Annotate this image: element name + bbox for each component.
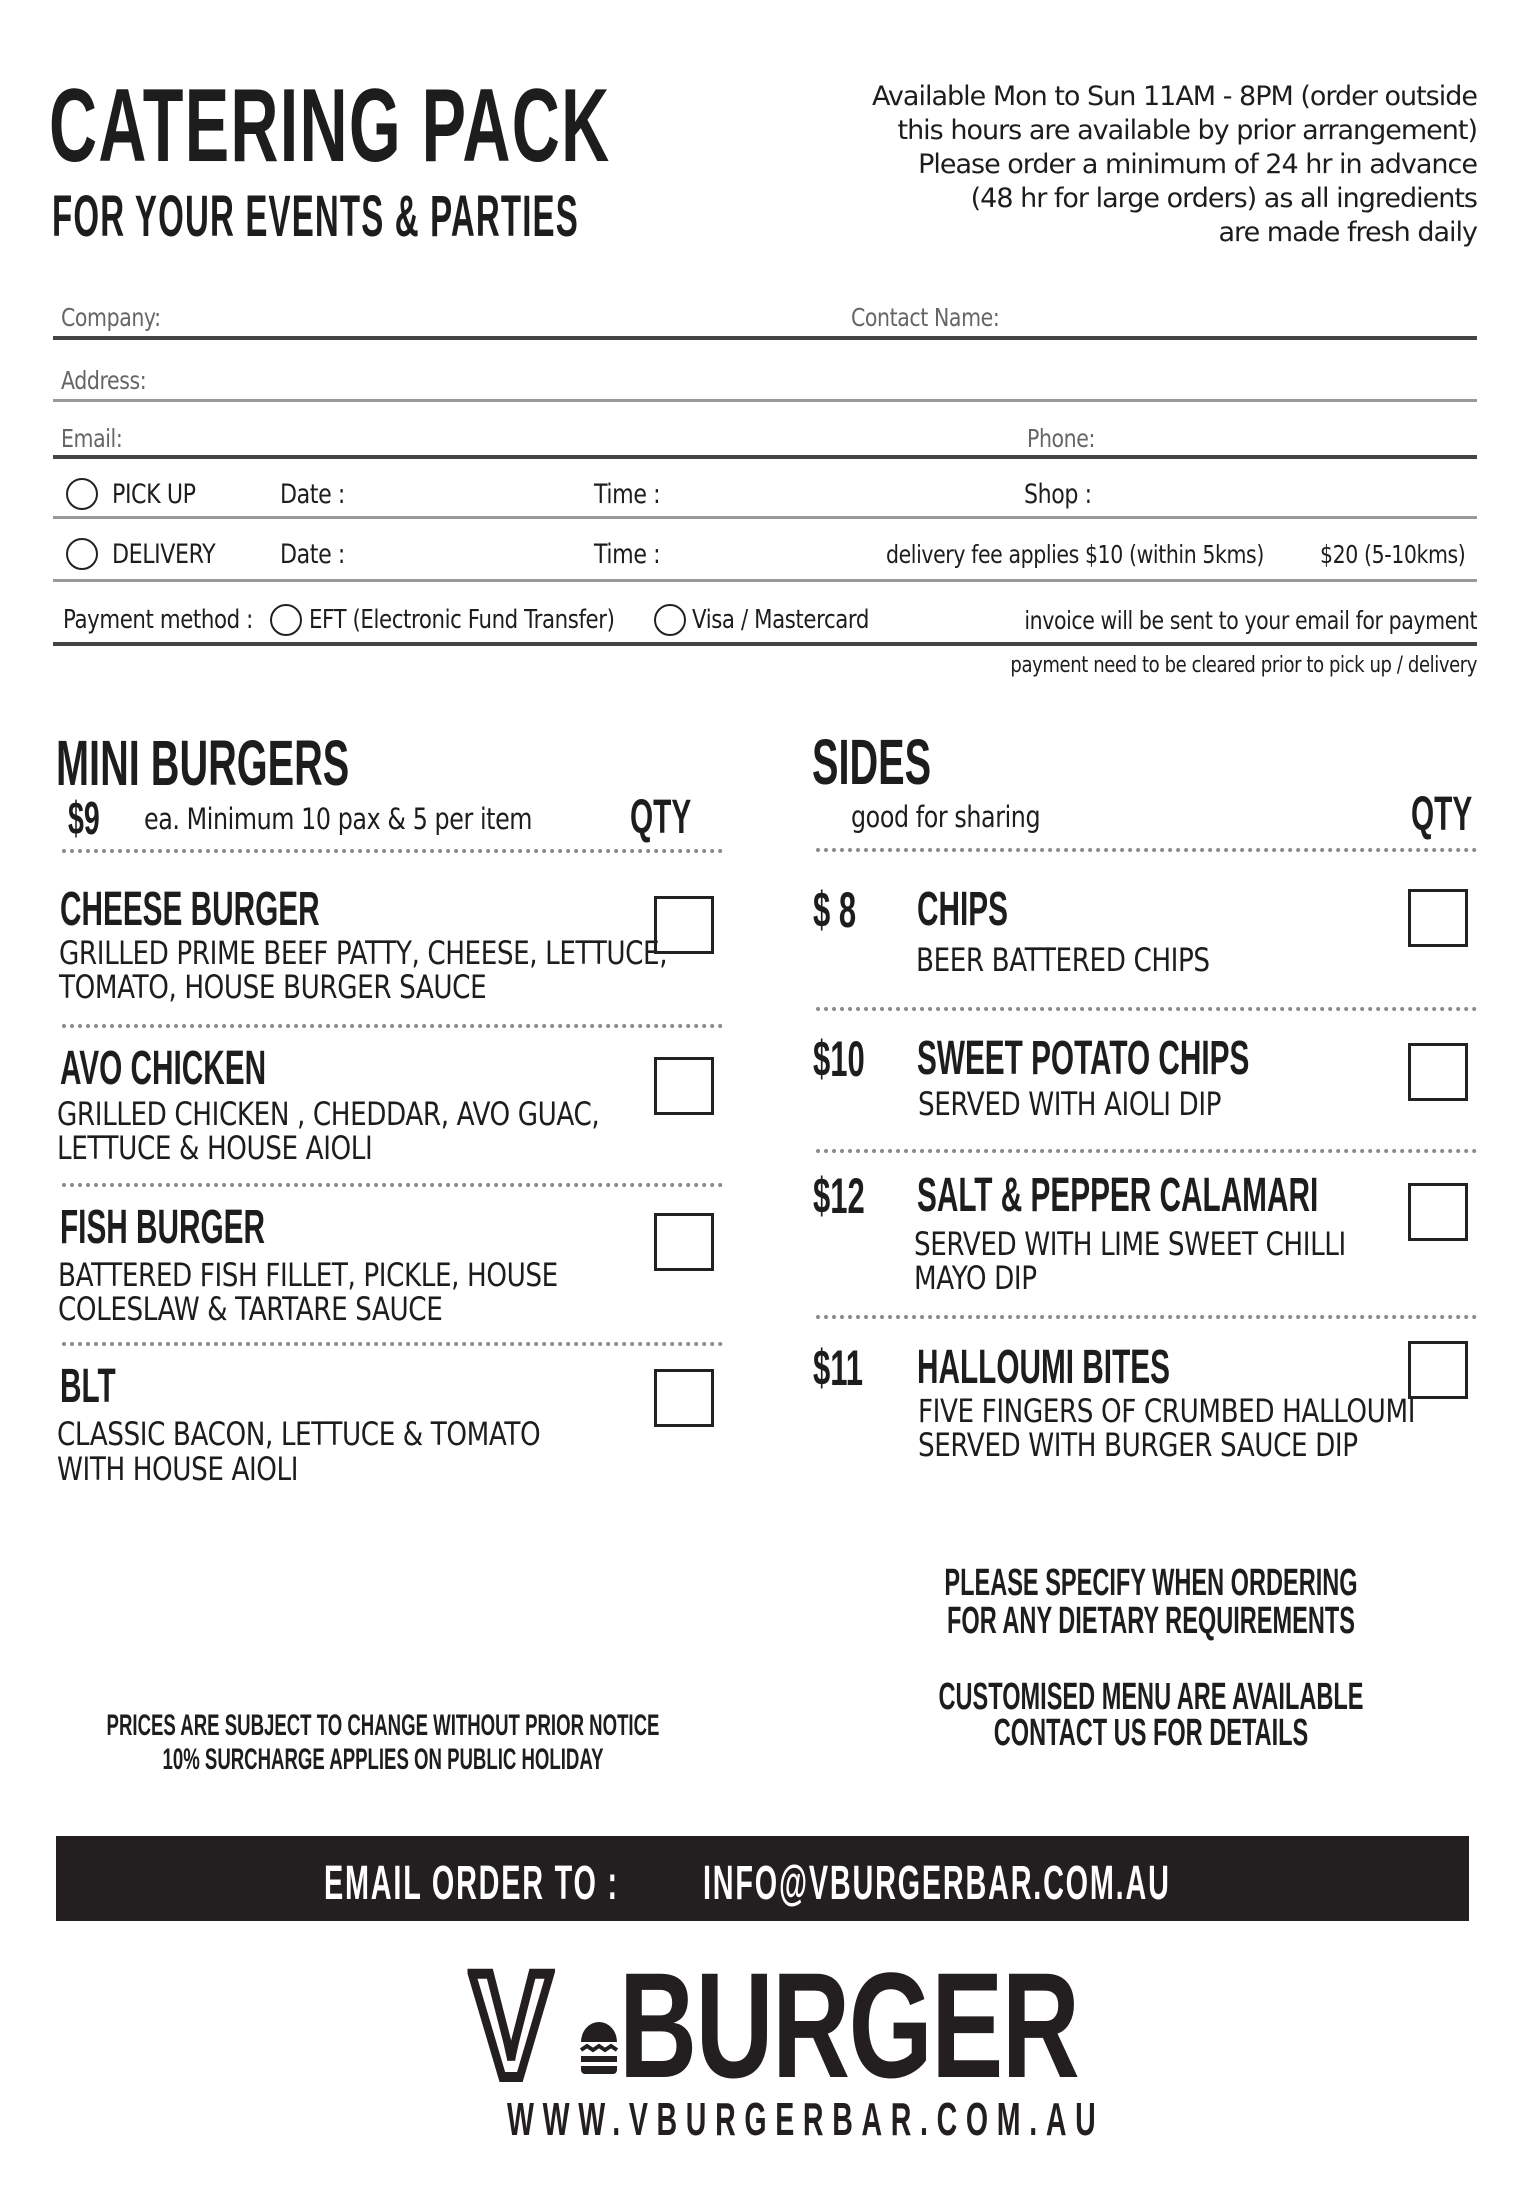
delivery-date-label: Date : (280, 539, 345, 570)
divider (816, 1007, 1477, 1011)
qty-checkbox[interactable] (654, 896, 714, 954)
item-description: MAYO DIP (914, 1259, 1037, 1297)
surcharge-note: 10% SURCHARGE APPLIES ON PUBLIC HOLIDAY (162, 1743, 604, 1776)
delivery-time-label: Time : (594, 539, 661, 570)
payment-divider (53, 642, 1477, 646)
item-name: CHEESE BURGER (60, 883, 320, 936)
custom-menu-note: CUSTOMISED MENU ARE AVAILABLE (938, 1676, 1364, 1718)
availability-line: this hours are available by prior arrangement) (897, 115, 1477, 146)
qty-checkbox[interactable] (1408, 1183, 1468, 1241)
burgers-heading: MINI BURGERS (56, 727, 350, 799)
divider (62, 1183, 723, 1187)
sides-heading: SIDES (812, 726, 932, 798)
qty-checkbox[interactable] (1408, 1341, 1468, 1399)
item-description: TOMATO, HOUSE BURGER SAUCE (59, 968, 487, 1006)
address-field[interactable] (53, 399, 1477, 402)
delivery-field[interactable] (53, 579, 1477, 582)
item-price: $12 (813, 1168, 865, 1224)
item-name: CHIPS (917, 883, 1008, 936)
eft-radio[interactable] (270, 604, 302, 636)
qty-checkbox[interactable] (654, 1369, 714, 1427)
email-phone-field[interactable] (53, 455, 1477, 459)
website-link[interactable]: WWW.VBURGERBAR.COM.AU (507, 2093, 1105, 2145)
item-price: $11 (813, 1340, 864, 1396)
divider (816, 1315, 1477, 1319)
pickup-field[interactable] (53, 516, 1477, 519)
burger-icon (579, 2020, 619, 2076)
item-description: CLASSIC BACON, LETTUCE & TOMATO (57, 1415, 541, 1453)
pickup-time-label: Time : (594, 479, 661, 510)
qty-checkbox[interactable] (1408, 889, 1468, 947)
qty-checkbox[interactable] (1408, 1043, 1468, 1101)
divider (816, 1149, 1477, 1153)
company-field[interactable] (53, 336, 1477, 340)
delivery-label: DELIVERY (112, 539, 216, 570)
item-name: HALLOUMI BITES (917, 1341, 1170, 1394)
phone-label: Phone: (1027, 424, 1095, 453)
visa-radio[interactable] (654, 604, 686, 636)
divider (816, 848, 1477, 852)
custom-menu-note: CONTACT US FOR DETAILS (993, 1712, 1309, 1754)
item-description: WITH HOUSE AIOLI (57, 1450, 299, 1488)
delivery-fee-far-text: $20 (5-10kms) (1320, 540, 1466, 569)
item-name: BLT (60, 1360, 116, 1413)
burgers-qty-label: QTY (630, 791, 692, 844)
payment-method-label: Payment method : (63, 605, 253, 635)
shop-label: Shop : (1024, 479, 1092, 510)
item-name: SALT & PEPPER CALAMARI (917, 1169, 1319, 1222)
delivery-radio[interactable] (66, 538, 98, 570)
logo-v: V (471, 1941, 552, 2109)
pickup-label: PICK UP (112, 479, 196, 510)
item-description: SERVED WITH AIOLI DIP (918, 1085, 1222, 1123)
delivery-fee-text: delivery fee applies $10 (within 5kms) (886, 540, 1264, 569)
burgers-price: $9 (68, 792, 100, 844)
item-description: SERVED WITH BURGER SAUCE DIP (918, 1426, 1358, 1464)
availability-line: Please order a minimum of 24 hr in advance (918, 149, 1477, 180)
sides-note: good for sharing (851, 800, 1041, 834)
item-description: COLESLAW & TARTARE SAUCE (58, 1290, 443, 1328)
qty-checkbox[interactable] (654, 1057, 714, 1115)
divider (62, 849, 723, 853)
availability-line: are made fresh daily (1218, 217, 1477, 248)
availability-info (872, 80, 1477, 250)
address-label: Address: (61, 366, 147, 395)
item-description: SERVED WITH LIME SWEET CHILLI (914, 1225, 1346, 1263)
payment-note: payment need to be cleared prior to pick up / delivery (1010, 653, 1477, 678)
pickup-date-label: Date : (280, 479, 345, 510)
contact-name-label: Contact Name: (851, 303, 1000, 332)
email-order-link[interactable]: INFO@VBURGERBAR.COM.AU (703, 1857, 1171, 1910)
item-price: $10 (813, 1031, 865, 1087)
invoice-note: invoice will be sent to your email for payment (1024, 606, 1477, 635)
item-name: SWEET POTATO CHIPS (917, 1032, 1250, 1085)
email-label: Email: (61, 424, 123, 453)
visa-label: Visa / Mastercard (692, 605, 870, 635)
item-price: $ 8 (813, 882, 857, 938)
item-name: FISH BURGER (60, 1201, 266, 1254)
burgers-price-note: ea. Minimum 10 pax & 5 per item (144, 802, 533, 836)
item-description: GRILLED PRIME BEEF PATTY, CHEESE, LETTUCE, (59, 934, 668, 972)
qty-checkbox[interactable] (654, 1213, 714, 1271)
page-title: CATERING PACK (49, 68, 611, 184)
divider (62, 1342, 723, 1346)
availability-line: Available Mon to Sun 11AM - 8PM (order outside (872, 81, 1477, 112)
item-name: AVO CHICKEN (60, 1042, 267, 1095)
item-description: LETTUCE & HOUSE AIOLI (57, 1129, 373, 1167)
item-description: GRILLED CHICKEN , CHEDDAR, AVO GUAC, (57, 1095, 600, 1133)
item-description: BEER BATTERED CHIPS (916, 941, 1210, 979)
sides-qty-label: QTY (1411, 788, 1473, 841)
dietary-note: PLEASE SPECIFY WHEN ORDERING (944, 1562, 1358, 1604)
logo-burger: BURGER (619, 1941, 1079, 2109)
price-change-note: PRICES ARE SUBJECT TO CHANGE WITHOUT PRIOR NOTICE (106, 1709, 660, 1742)
dietary-note: FOR ANY DIETARY REQUIREMENTS (947, 1600, 1355, 1642)
email-order-label: EMAIL ORDER TO : (324, 1857, 619, 1910)
item-description: BATTERED FISH FILLET, PICKLE, HOUSE (58, 1256, 558, 1294)
eft-label: EFT (Electronic Fund Transfer) (309, 605, 615, 635)
divider (62, 1024, 723, 1028)
availability-line: (48 hr for large orders) as all ingredients (970, 183, 1477, 214)
page-subtitle: FOR YOUR EVENTS & PARTIES (52, 184, 579, 249)
pickup-radio[interactable] (66, 478, 98, 510)
item-description: FIVE FINGERS OF CRUMBED HALLOUMI (918, 1392, 1416, 1430)
company-label: Company: (61, 303, 161, 332)
